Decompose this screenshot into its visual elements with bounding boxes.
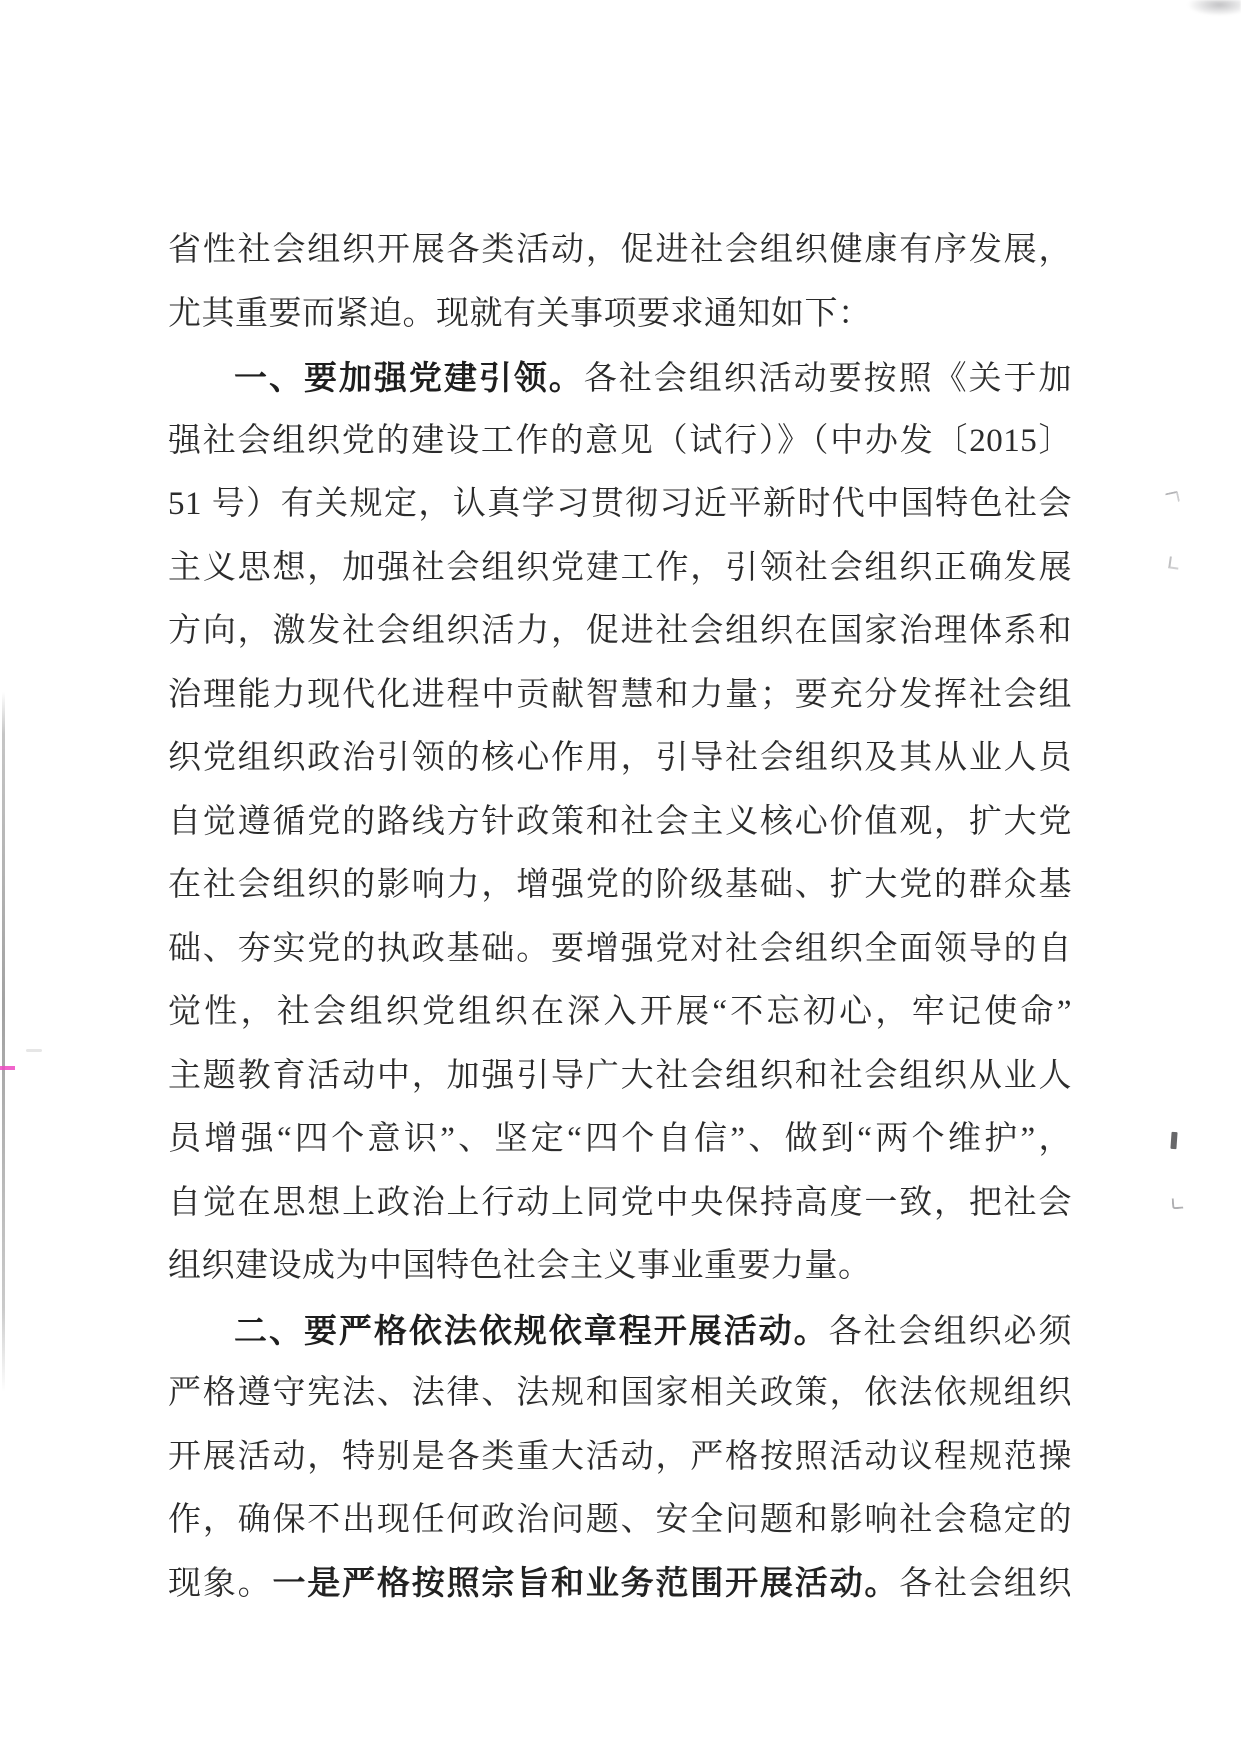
body-text: 现象。 (168, 1565, 273, 1602)
body-text: 在社会组织的影响力，增强党的阶级基础、扩大党的群众基 (168, 867, 1072, 903)
document-line (168, 664, 1072, 728)
document-line (168, 1426, 1072, 1490)
body-text: 觉性，社会组织党组织在深入开展“不忘初心，牢记使命” (168, 994, 1072, 1030)
document-line (168, 283, 1072, 347)
document-line (168, 410, 1072, 474)
body-text: 各社会组织活动要按照《关于加 (583, 361, 1073, 397)
body-text: 主义思想，加强社会组织党建工作，引领社会组织正确发展 (168, 549, 1072, 586)
body-text: 自觉遵循党的路线方针政策和社会主义核心价值观，扩大党 (168, 803, 1072, 840)
body-text: 严格遵守宪法、法律、法规和国家相关政策，依法依规组织 (168, 1375, 1072, 1411)
clause-heading-text: 一、要加强党建引领。 (234, 359, 584, 396)
document-line (168, 1045, 1072, 1109)
right-margin-smudge-1 (1165, 491, 1180, 504)
body-text: 作，确保不出现任何政治问题、安全问题和影响社会稳定的 (168, 1502, 1072, 1538)
sub-point-bold-text: 一是严格按照宗旨和业务范围开展活动。 (272, 1565, 900, 1602)
gray-smudge-mark (26, 1049, 42, 1052)
document-body (168, 219, 1072, 1616)
document-line (168, 1489, 1072, 1553)
body-text: 开展活动，特别是各类重大活动，严格按照活动议程规范操 (168, 1438, 1072, 1475)
document-line (168, 1553, 1072, 1617)
clause-heading-text: 二、要严格依法依规依章程开展活动。 (234, 1311, 829, 1349)
body-text: 组织建设成为中国特色社会主义事业重要力量。 (168, 1248, 872, 1284)
body-text: 强社会组织党的建设工作的意见（试行）》（中办发〔2015〕 (168, 422, 1072, 459)
body-text: 各社会组织必须 (828, 1313, 1073, 1350)
document-line (168, 1235, 1072, 1299)
corner-smudge-mark (1187, 0, 1241, 16)
document-line (168, 346, 1072, 410)
body-text: 织党组织政治引领的核心作用，引导社会组织及其从业人员 (168, 740, 1072, 776)
body-text: 51 号）有关规定，认真学习贯彻习近平新时代中国特色社会 (168, 486, 1072, 522)
document-line (168, 791, 1072, 855)
document-line (168, 537, 1072, 601)
body-text: 主题教育活动中，加强引导广大社会组织和社会组织从业人 (168, 1057, 1072, 1094)
right-margin-ink-mark (1170, 1132, 1177, 1149)
document-line (168, 1362, 1072, 1426)
document-line (168, 981, 1072, 1045)
body-text: 员增强“四个意识”、坚定“四个自信”、做到“两个维护”， (168, 1121, 1072, 1157)
body-text: 方向，激发社会组织活力，促进社会组织在国家治理体系和 (168, 613, 1072, 649)
pink-scan-mark (0, 1066, 15, 1070)
body-text: 省性社会组织开展各类活动，促进社会组织健康有序发展， (168, 232, 1072, 268)
scan-edge-line (2, 692, 5, 1392)
document-line (168, 918, 1072, 982)
body-text: 础、夯实党的执政基础。要增强党对社会组织全面领导的自 (168, 930, 1072, 967)
document-line (168, 600, 1072, 664)
body-text: 自觉在思想上政治上行动上同党中央保持高度一致，把社会 (168, 1184, 1072, 1221)
body-text: 各社会组织 (899, 1565, 1073, 1602)
document-line (168, 1299, 1072, 1363)
body-text: 尤其重要而紧迫。现就有关事项要求通知如下： (168, 295, 872, 332)
document-line (168, 473, 1072, 537)
document-line (168, 219, 1072, 283)
document-line (168, 1108, 1072, 1172)
document-line (168, 854, 1072, 918)
body-text: 治理能力现代化进程中贡献智慧和力量；要充分发挥社会组 (168, 676, 1072, 713)
right-margin-smudge-3 (1172, 1198, 1184, 1210)
right-margin-smudge-2 (1168, 556, 1180, 569)
document-line (168, 1172, 1072, 1236)
document-line (168, 727, 1072, 791)
